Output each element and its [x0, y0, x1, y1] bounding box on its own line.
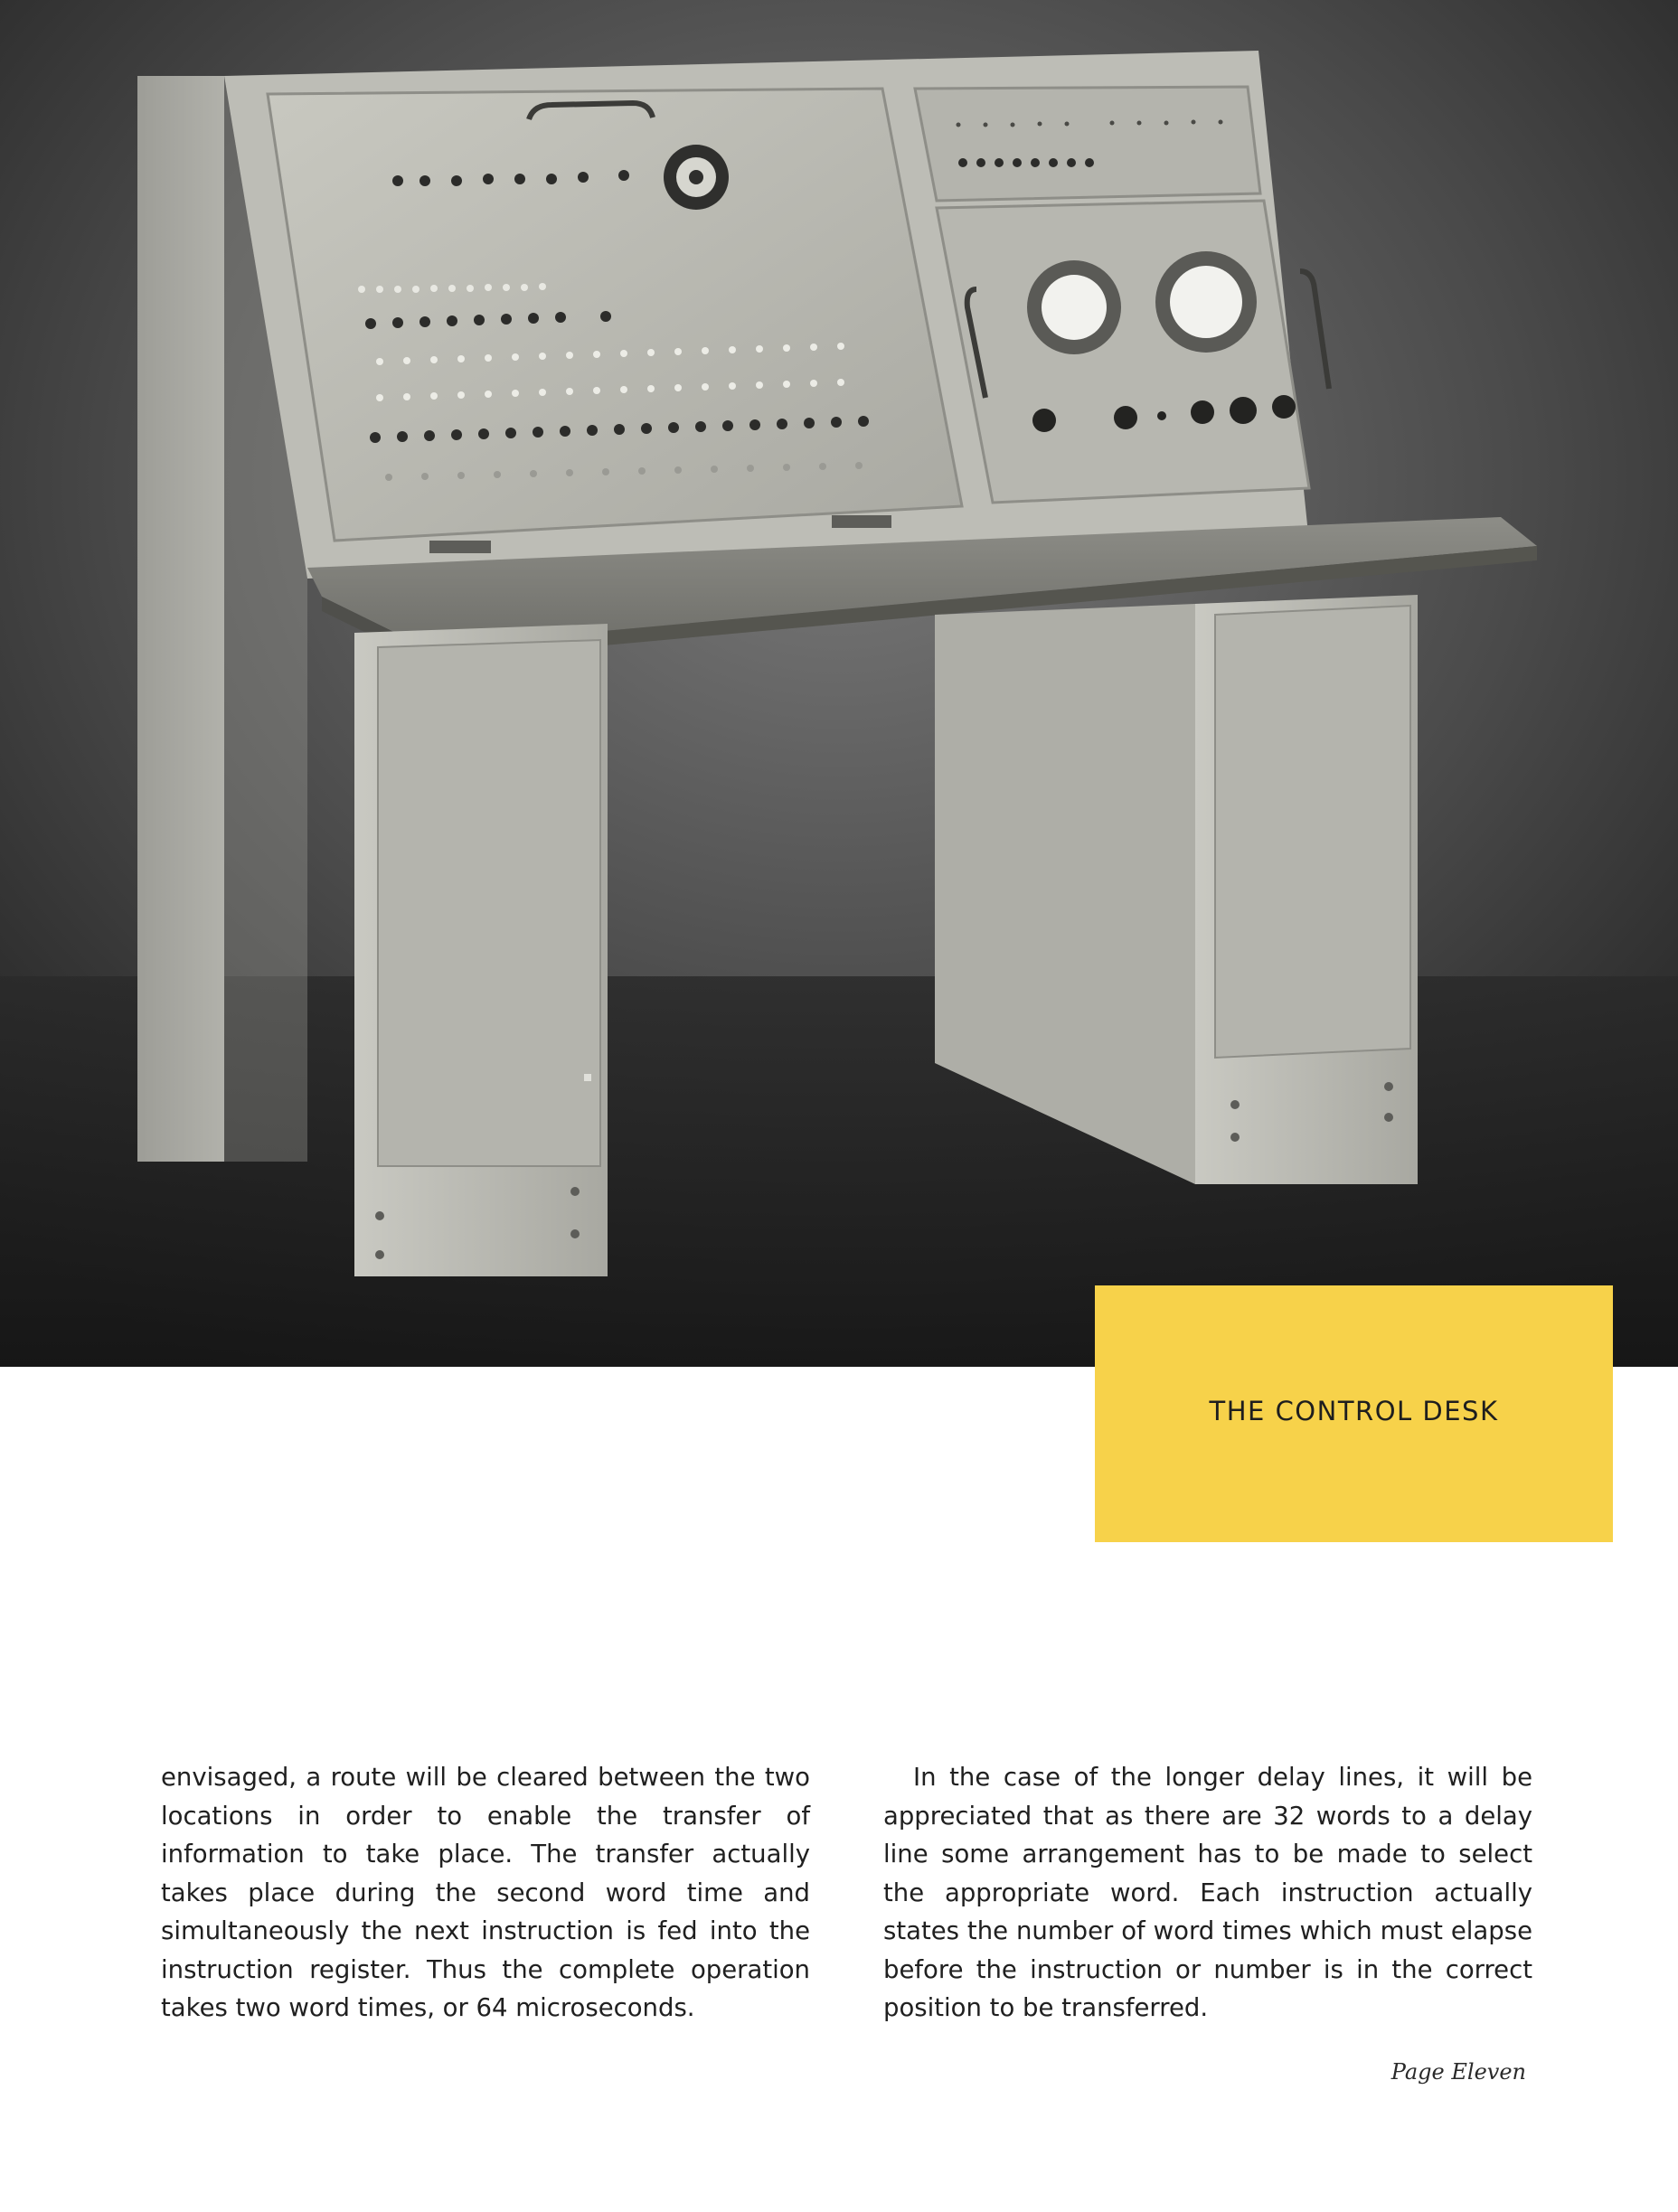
body-column-left: [161, 1758, 810, 2028]
page-number: Page Eleven: [1390, 2059, 1526, 2085]
body-column-right: [883, 1758, 1532, 2028]
caption-title: THE CONTROL DESK: [1209, 1396, 1499, 1426]
paragraph-right: In the case of the longer delay lines, it will be appreciated that as there are 32 words to a delay line some arrangement has to be made to select the appropriate word. Each instruction actually states the number of word times which must elapse before the instruction or number is in the correct position to be transferred.: [883, 1763, 1532, 2022]
paragraph-left: envisaged, a route will be cleared between the two locations in order to enable the transfer of information to take place. The transfer actually takes place during the second word time and simultaneously the next instruction is fed into the instruction register. Thus the complete operation takes two word times, or 64 microseconds.: [161, 1763, 810, 2022]
caption-box: [1095, 1285, 1613, 1542]
